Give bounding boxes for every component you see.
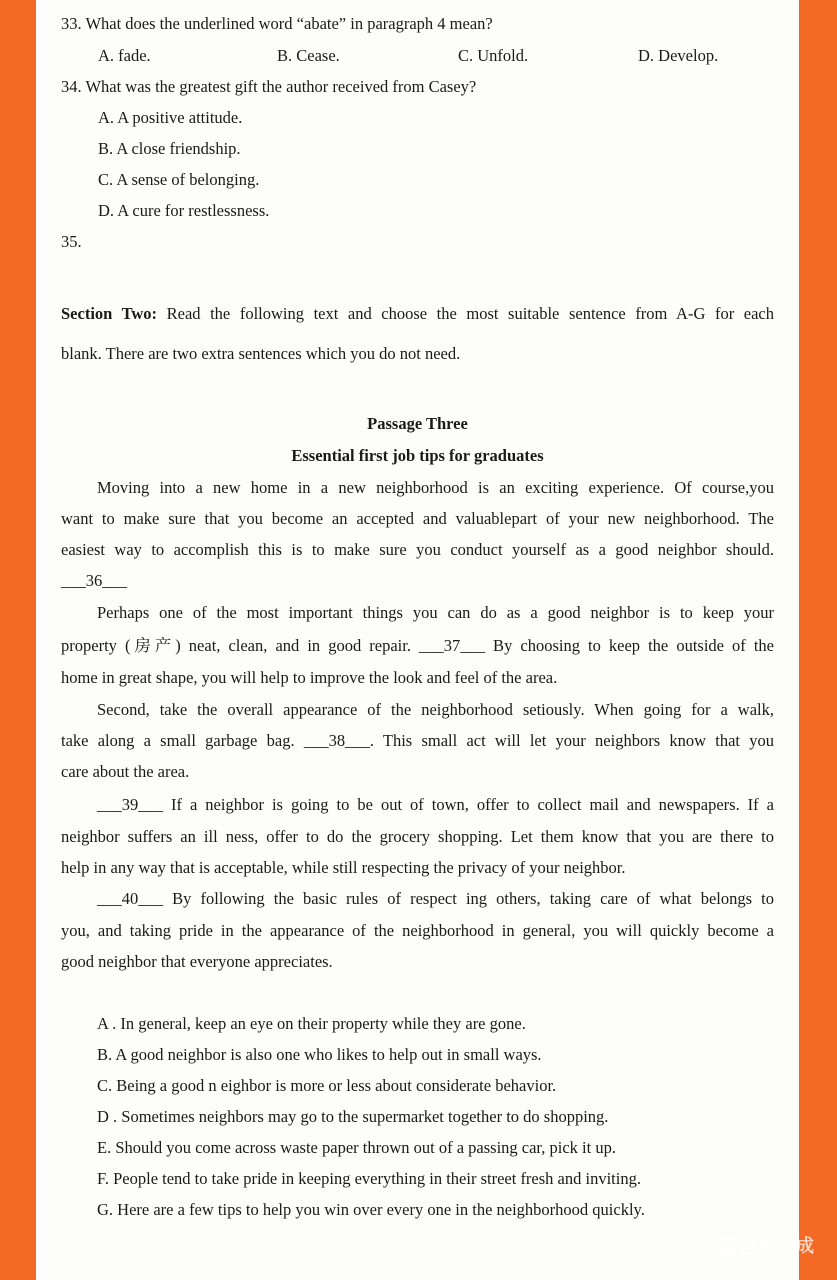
p4-line-2: neighbor suffers an ill ness, offer to do the grocery shopping. Let them know that you are there to <box>61 827 774 846</box>
q33-option-c: C. Unfold. <box>458 46 529 65</box>
q33-option-b: B. Cease. <box>277 46 340 65</box>
ai-watermark: 豆包AI生成 <box>719 1236 815 1256</box>
section-two-instructions <box>61 304 774 324</box>
p3-line-2: take along a small garbage bag. ___38___. This small act will let your neighbors know that you <box>61 731 774 750</box>
passage-title: Essential first job tips for graduates <box>291 446 544 465</box>
choice-c: C. Being a good n eighbor is more or less about considerate behavior. <box>97 1076 557 1095</box>
q34-option-b: B. A close friendship. <box>98 139 241 158</box>
q33-option-d: D. Develop. <box>638 46 719 65</box>
p3-line-3: care about the area. <box>61 762 190 781</box>
section-two-line-2: blank. There are two extra sentences which you do not need. <box>61 344 461 363</box>
question-34-stem: 34. What was the greatest gift the author received from Casey? <box>61 77 477 96</box>
choice-a: A . In general, keep an eye on their property while they are gone. <box>97 1014 526 1033</box>
p4-line-3: help in any way that is acceptable, while still respecting the privacy of your neighbor. <box>61 858 626 877</box>
question-35-stem: 35. <box>61 232 82 251</box>
p1-line-2: want to make sure that you become an accepted and valuablepart of your new neighborhood. The <box>61 509 774 528</box>
p2-line-1: Perhaps one of the most important things you can do as a good neighbor is to keep your <box>97 603 774 622</box>
choice-g: G. Here are a few tips to help you win over every one in the neighborhood quickly. <box>97 1200 645 1219</box>
section-two-line-1: Read the following text and choose the most suitable sentence from A-G for each <box>166 304 774 323</box>
section-two-label: Section Two: <box>61 304 158 323</box>
document-page <box>36 0 799 1280</box>
p2-line-3: home in great shape, you will help to improve the look and feel of the area. <box>61 668 558 687</box>
p1-line-3: easiest way to accomplish this is to make sure you conduct yourself as a good neighbor should. <box>61 540 774 559</box>
p5-line-3: good neighbor that everyone appreciates. <box>61 952 333 971</box>
choice-f: F. People tend to take pride in keeping everything in their street fresh and inviting. <box>97 1169 641 1188</box>
blank-36: ___36___ <box>61 571 127 590</box>
q34-option-a: A. A positive attitude. <box>98 108 243 127</box>
p3-line-1: Second, take the overall appearance of the neighborhood setiously. When going for a walk, <box>97 700 774 719</box>
question-33-stem: 33. What does the underlined word “abate” in paragraph 4 mean? <box>61 14 493 33</box>
p5-line-1: ___40___ By following the basic rules of respect ing others, taking care of what belongs to <box>97 889 774 908</box>
q34-option-d: D. A cure for restlessness. <box>98 201 270 220</box>
choice-d: D . Sometimes neighbors may go to the supermarket together to do shopping. <box>97 1107 609 1126</box>
q33-option-a: A. fade. <box>98 46 151 65</box>
p5-line-2: you, and taking pride in the appearance of the neighborhood in general, you will quickly become a <box>61 921 774 940</box>
passage-heading: Passage Three <box>367 414 468 433</box>
q34-option-c: C. A sense of belonging. <box>98 170 260 189</box>
p1-line-1: Moving into a new home in a new neighborhood is an exciting experience. Of course,you <box>97 478 774 497</box>
p4-line-1: ___39___ If a neighbor is going to be out of town, offer to collect mail and newspapers. If a <box>97 795 774 814</box>
choice-b: B. A good neighbor is also one who likes to help out in small ways. <box>97 1045 542 1064</box>
p2-line-2: property (房产) neat, clean, and in good repair. ___37___ By choosing to keep the outside of the <box>61 636 774 655</box>
choice-e: E. Should you come across waste paper thrown out of a passing car, pick it up. <box>97 1138 616 1157</box>
